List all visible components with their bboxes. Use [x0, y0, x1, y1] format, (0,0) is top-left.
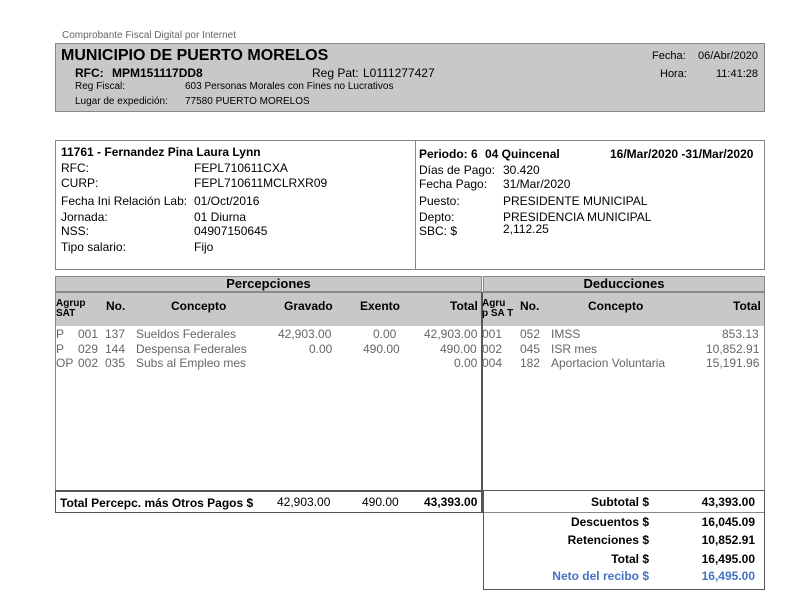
perc-row-sat: 029: [78, 342, 99, 356]
periodo-label: Periodo: 6: [419, 147, 478, 161]
dias-pago: 30.420: [503, 163, 540, 177]
perc-col-agrup: Agrup: [56, 298, 86, 309]
issuer-lugar: 77580 PUERTO MORELOS: [185, 96, 310, 107]
percepciones-total: 43,393.00: [424, 495, 478, 509]
employee-jornada: 01 Diurna: [194, 210, 247, 224]
ded-row-concepto: ISR mes: [551, 342, 598, 356]
descuentos-label: Descuentos $: [570, 515, 649, 529]
employee-rfc: FEPL710611CXA: [194, 161, 288, 175]
ded-row-total: 10,852.91: [706, 342, 760, 356]
perc-col-sat: SAT: [56, 308, 76, 319]
perc-row-no: 035: [105, 356, 126, 370]
subtotal: 43,393.00: [701, 495, 755, 509]
ded-row-total: 853.13: [722, 327, 759, 341]
issuer-regpat: L0111277427: [363, 66, 435, 80]
perc-row-total: 0.00: [454, 356, 478, 370]
column-header-band: [56, 293, 764, 326]
perc-row-no: 144: [105, 342, 126, 356]
employee-curp-label: CURP:: [61, 176, 99, 190]
neto: 16,495.00: [701, 569, 755, 583]
issue-time-label: Hora:: [660, 68, 687, 80]
perc-col-concepto: Concepto: [171, 299, 227, 313]
perc-row-no: 137: [105, 327, 126, 341]
perc-row-sat: 001: [78, 327, 99, 341]
employee-nss: 04907150645: [194, 224, 268, 238]
neto-label: Neto del recibo $: [552, 569, 649, 583]
employee-tipo-salario: Fijo: [194, 240, 214, 254]
detail-table-divider: [481, 292, 483, 513]
ded-row-concepto: Aportacion Voluntaria: [551, 356, 666, 370]
issue-date-label: Fecha:: [652, 50, 686, 62]
dias-pago-label: Días de Pago:: [419, 163, 496, 177]
ded-row-sat: 004: [482, 356, 503, 370]
periodo-range: 16/Mar/2020 -31/Mar/2020: [610, 147, 754, 161]
ded-row-sat: 002: [482, 342, 503, 356]
ded-row-concepto: IMSS: [551, 327, 581, 341]
perc-row-gravado: 0.00: [309, 342, 333, 356]
perc-row-concepto: Despensa Federales: [136, 342, 247, 356]
perc-col-exento: Exento: [360, 299, 401, 313]
employee-curp: FEPL710611MCLRXR09: [194, 176, 328, 190]
ded-row-total: 15,191.96: [706, 356, 760, 370]
document-caption: Comprobante Fiscal Digital por Internet: [62, 30, 236, 41]
ded-row-sat: 001: [482, 327, 503, 341]
issuer-name: MUNICIPIO DE PUERTO MORELOS: [61, 47, 329, 64]
issuer-regfiscal: 603 Personas Morales con Fines no Lucrativos: [185, 81, 394, 92]
perc-row-total: 42,903.00: [424, 327, 478, 341]
issue-time: 11:41:28: [716, 68, 759, 80]
ded-row-no: 052: [520, 327, 541, 341]
issuer-rfc: MPM151117DD8: [112, 66, 203, 80]
descuentos: 16,045.09: [701, 515, 755, 529]
perc-row-concepto: Subs al Empleo mes: [136, 356, 247, 370]
perc-col-gravado: Gravado: [284, 299, 333, 313]
perc-row-total: 490.00: [440, 342, 477, 356]
percepciones-header: Percepciones: [55, 276, 482, 292]
perc-col-no: No.: [106, 299, 126, 313]
ded-col-concepto: Concepto: [588, 299, 644, 313]
ded-row-no: 182: [520, 356, 541, 370]
issuer-lugar-label: Lugar de expedición:: [75, 96, 168, 107]
perc-row-concepto: Sueldos Federales: [136, 327, 237, 341]
employee-nss-label: NSS:: [61, 224, 90, 238]
percepciones-total-label: Total Percepc. más Otros Pagos $: [60, 496, 254, 510]
periodo-value: 04 Quincenal: [485, 147, 560, 161]
percepciones-total-gravado: 42,903.00: [277, 495, 331, 509]
employee-fecha-ini: 01/Oct/2016: [194, 194, 260, 208]
issue-date: 06/Abr/2020: [698, 50, 758, 62]
total: 16,495.00: [701, 552, 755, 566]
perc-row-gravado: 42,903.00: [278, 327, 332, 341]
issuer-regpat-label: Reg Pat:: [312, 66, 359, 80]
perc-row-exento: 0.00: [373, 327, 397, 341]
retenciones-label: Retenciones $: [567, 533, 649, 547]
issuer-rfc-label: RFC:: [75, 66, 104, 80]
perc-row-sat: 002: [78, 356, 99, 370]
depto-label: Depto:: [419, 210, 455, 224]
ded-row-no: 045: [520, 342, 541, 356]
deducciones-header: Deducciones: [483, 276, 765, 292]
fecha-pago-label: Fecha Pago:: [419, 177, 488, 191]
employee-tipo-salario-label: Tipo salario:: [61, 240, 126, 254]
ded-col-agru: Agru: [482, 298, 506, 309]
employee-fecha-ini-label: Fecha Ini Relación Lab:: [61, 194, 188, 208]
perc-row-agrup: P: [56, 327, 65, 341]
sbc-label: SBC: $: [419, 224, 458, 238]
retenciones: 10,852.91: [701, 533, 755, 547]
sbc: 2,112.25: [503, 222, 549, 236]
perc-row-agrup: OP: [56, 356, 74, 370]
employee-jornada-label: Jornada:: [61, 210, 108, 224]
ded-col-no: No.: [520, 299, 540, 313]
puesto-label: Puesto:: [419, 194, 460, 208]
ded-col-sat: p SA T: [482, 308, 514, 319]
issuer-regfiscal-label: Reg Fiscal:: [75, 81, 126, 92]
employee-box-divider: [415, 140, 416, 270]
ded-col-total: Total: [733, 299, 761, 313]
percepciones-total-exento: 490.00: [362, 495, 399, 509]
puesto: PRESIDENTE MUNICIPAL: [503, 194, 648, 208]
perc-col-total: Total: [450, 299, 478, 313]
total-label: Total $: [611, 552, 649, 566]
employee-name: 11761 - Fernandez Pina Laura Lynn: [61, 145, 261, 159]
subtotal-label: Subtotal $: [590, 495, 649, 509]
depto: PRESIDENCIA MUNICIPAL: [503, 210, 652, 224]
employee-rfc-label: RFC:: [61, 161, 89, 175]
perc-row-agrup: P: [56, 342, 65, 356]
perc-row-exento: 490.00: [363, 342, 400, 356]
fecha-pago: 31/Mar/2020: [503, 177, 571, 191]
